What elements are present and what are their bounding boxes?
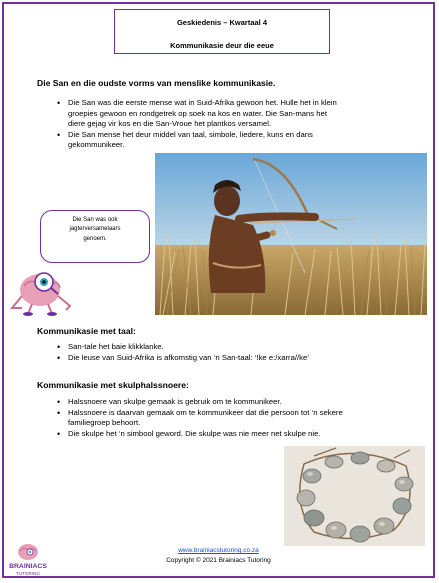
san-hunter-photo xyxy=(155,153,427,315)
topic-title: Kommunikasie deur die eeue xyxy=(170,41,274,50)
subject-title: Geskiedenis – Kwartaal 4 xyxy=(176,18,268,27)
list-item: • Die leuse van Suid-Afrika is afkomstig van ‘n San-taal: ‘!ke e:/xarra//ke’ xyxy=(68,353,408,364)
svg-text:BRAINIACS: BRAINIACS xyxy=(9,563,47,570)
copyright-text: Copyright © 2021 Brainiacs Tutoring xyxy=(166,557,271,564)
list-item: • Halssnoere van skulpe gemaak is gebruik om te kommunikeer. xyxy=(68,397,408,408)
shell-necklace-photo xyxy=(284,446,425,546)
svg-text:TUTORING: TUTORING xyxy=(16,571,40,576)
section3-heading: Kommunikasie met skulphalssnoere: xyxy=(37,380,189,390)
worksheet-page xyxy=(2,2,435,578)
section2-heading: Kommunikasie met taal: xyxy=(37,326,136,336)
section2-list xyxy=(68,342,408,363)
list-item: • Die San was die eerste mense wat in Suid-Afrika gewoon het. Hulle het in klein groepies gewoon en rondgetrek op soek na kos en water. Die San-mans het diere gejag vir kos en die San-Vroue het plantkos versamel. xyxy=(68,98,398,130)
list-item: • San-tale het baie klikklanke. xyxy=(68,342,408,353)
section1-list xyxy=(68,98,398,151)
website-link[interactable]: www.brainiacstutoring.co.za xyxy=(178,547,259,554)
footer-link-row xyxy=(4,547,433,554)
section1-heading: Die San en die oudste vorms van menslike kommunikasie. xyxy=(37,78,276,88)
list-item: • Die skulpe het ‘n simbool geword. Die skulpe was nie meer net skulpe nie. xyxy=(68,429,408,440)
section3-list xyxy=(68,397,408,439)
list-item: • Die San mense het deur middel van taal, simbole, liedere, kuns en dans gekommunikeer. xyxy=(68,130,398,151)
brain-mascot-icon xyxy=(8,252,88,316)
list-item: • Halssnoere is daarvan gemaak om te kommunikeer dat die persoon tot ‘n sekere familiegroep behoort. xyxy=(68,408,408,429)
title-box xyxy=(114,9,330,54)
speech-bubble: Die San was ook jagterversamelaars genoem. xyxy=(40,210,150,263)
